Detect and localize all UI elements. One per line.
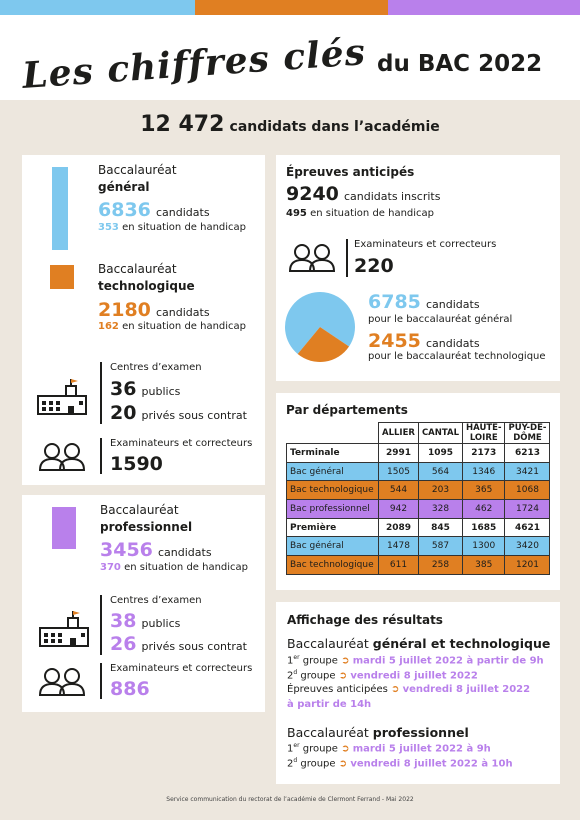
arrow-icon: ➲: [338, 670, 348, 682]
table-row: [287, 481, 550, 500]
dep-col-header: HAUTE- LOIRE: [463, 423, 505, 444]
anticipes-handicap-label: en situation de handicap: [310, 208, 435, 219]
general-title2: général: [98, 180, 150, 194]
dep-cell: 564: [418, 462, 462, 481]
techno-handicap-label: en situation de handicap: [122, 321, 247, 332]
pro-count-label: candidats: [157, 546, 212, 559]
dep-cell: 1201: [505, 556, 550, 575]
resultats-title: Affichage des résultats: [287, 613, 443, 627]
pro-centres-publics: 38: [110, 610, 137, 632]
dep-cell: 1478: [379, 537, 419, 556]
dep-col-header: PUY-DE- DÔME: [505, 423, 550, 444]
dep-row-label: Bac général: [287, 462, 379, 481]
anticipes-count-label: candidats inscrits: [343, 190, 441, 203]
pro-title2: professionnel: [100, 520, 193, 534]
table-row: [287, 556, 550, 575]
pro-centres-prives: 26: [110, 633, 137, 655]
arrow-icon: ➲: [341, 743, 350, 755]
pro-title1: Baccalauréat: [100, 503, 179, 517]
bar-general: [52, 167, 68, 250]
card-departements: [276, 393, 560, 590]
dep-cell: 6213: [505, 444, 550, 463]
anticipes-tech-label2: pour le baccalauréat technologique: [368, 351, 546, 362]
dep-cell: 3421: [505, 462, 550, 481]
dep-cell: 1068: [505, 481, 550, 500]
anticipes-tech-count: 2455: [368, 330, 421, 352]
school-icon: [38, 610, 90, 648]
dep-cell: 365: [463, 481, 505, 500]
anticipes-gen-count: 6785: [368, 291, 421, 313]
divider-exam: [100, 663, 102, 699]
resultats-pro-g1: 1er groupe ➲ mardi 5 juillet 2022 à 9h: [287, 742, 491, 755]
pro-handicap-label: en situation de handicap: [124, 562, 249, 573]
title-script: Les chiffres clés: [20, 31, 368, 97]
dep-cell: 3420: [505, 537, 550, 556]
title-bac: du BAC 2022: [377, 51, 543, 77]
table-row: [287, 537, 550, 556]
gt-exam-count: 1590: [110, 453, 163, 475]
table-row: [287, 444, 550, 463]
dep-cell: 328: [418, 500, 462, 519]
card-anticipes: [276, 155, 560, 381]
arrow-icon: ➲: [338, 758, 348, 770]
top-bar-blue: [0, 0, 195, 15]
dep-row-label: Bac technologique: [287, 481, 379, 500]
general-count: 6836: [98, 199, 151, 221]
techno-title1: Baccalauréat: [98, 262, 177, 276]
dep-cell: 1505: [379, 462, 419, 481]
resultats-gt-g2: 2$^d$ groupe ➲ vendredi 8 juillet 2022: [287, 669, 478, 682]
resultats-gt-g1: 1er groupe ➲ mardi 5 juillet 2022 à partir de 9h: [287, 654, 544, 667]
dep-cell: 544: [379, 481, 419, 500]
pie-chart: [284, 291, 356, 363]
anticipes-exam-title: Examinateurs et correcteurs: [354, 239, 497, 250]
techno-count: 2180: [98, 299, 151, 321]
dep-cell: 942: [379, 500, 419, 519]
departements-table: [286, 422, 550, 575]
dep-cell: 1095: [418, 444, 462, 463]
school-icon: [36, 378, 88, 416]
dep-cell: 258: [418, 556, 462, 575]
bar-pro: [52, 507, 76, 549]
resultats-gt-title2: général et technologique: [372, 636, 551, 651]
people-icon: [38, 442, 86, 472]
departements-title: Par départements: [286, 403, 408, 417]
pro-exam-count: 886: [110, 678, 150, 700]
card-resultats: [276, 602, 560, 784]
techno-handicap: 162: [98, 321, 119, 332]
dep-cell: 2089: [379, 518, 419, 537]
dep-col-header: CANTAL: [418, 423, 462, 444]
people-icon: [288, 243, 336, 273]
anticipes-count: 9240: [286, 183, 339, 205]
dep-cell: 845: [418, 518, 462, 537]
dep-row-label: Bac technologique: [287, 556, 379, 575]
resultats-gt-anticipes: Épreuves anticipées ➲ vendredi 8 juillet 2022: [287, 684, 531, 695]
dep-cell: 1724: [505, 500, 550, 519]
techno-count-label: candidats: [155, 306, 210, 319]
general-count-label: candidats: [155, 206, 210, 219]
anticipes-title: Épreuves anticipés: [286, 165, 415, 179]
table-row: [287, 500, 550, 519]
pro-centres-prives-label: privés sous contrat: [141, 640, 247, 653]
table-row: [287, 462, 550, 481]
anticipes-tech-label1: candidats: [425, 337, 480, 350]
general-handicap: 353: [98, 222, 119, 233]
resultats-gt-anticipes-time: à partir de 14h: [287, 699, 372, 710]
dep-cell: 2173: [463, 444, 505, 463]
resultats-pro-title2: professionnel: [372, 725, 469, 740]
divider-centres: [100, 362, 102, 424]
pro-handicap: 370: [100, 562, 121, 573]
square-techno: [50, 265, 74, 289]
gt-centres-publics-label: publics: [141, 385, 181, 398]
dep-row-label: Terminale: [287, 444, 379, 463]
resultats-pro-g2: 2$^d$ groupe ➲ vendredi 8 juillet 2022 à 10h: [287, 757, 513, 770]
divider-exam: [100, 438, 102, 474]
arrow-icon: ➲: [391, 684, 400, 695]
top-color-bar: [0, 0, 580, 15]
header: [0, 15, 580, 100]
gt-exam-title: Examinateurs et correcteurs: [110, 438, 253, 449]
gt-centres-prives: 20: [110, 402, 137, 424]
dep-cell: 611: [379, 556, 419, 575]
pro-count: 3456: [100, 539, 153, 561]
dep-cell: 1300: [463, 537, 505, 556]
dep-cell: 587: [418, 537, 462, 556]
dep-col-header: ALLIER: [379, 423, 419, 444]
divider-exam: [346, 239, 348, 277]
table-row: [287, 518, 550, 537]
pro-centres-title: Centres d’examen: [110, 595, 202, 606]
dep-row-label: Bac professionnel: [287, 500, 379, 519]
card-gen-tech: [22, 155, 265, 485]
pro-exam-title: Examinateurs et correcteurs: [110, 663, 253, 674]
gt-centres-prives-label: privés sous contrat: [141, 409, 247, 422]
anticipes-gen-label2: pour le baccalauréat général: [368, 314, 513, 325]
resultats-pro-title1: Baccalauréat: [287, 725, 369, 740]
dep-cell: 462: [463, 500, 505, 519]
people-icon: [38, 667, 86, 697]
divider-centres: [100, 595, 102, 655]
general-handicap-label: en situation de handicap: [122, 222, 247, 233]
dep-cell: 203: [418, 481, 462, 500]
gt-centres-publics: 36: [110, 378, 137, 400]
resultats-gt-title1: Baccalauréat: [287, 636, 369, 651]
dep-cell: 385: [463, 556, 505, 575]
dep-row-label: Bac général: [287, 537, 379, 556]
arrow-icon: ➲: [341, 655, 350, 667]
footer: Service communication du rectorat de l’académie de Clermont Ferrand - Mai 2022: [166, 796, 414, 803]
top-bar-orange: [195, 0, 388, 15]
anticipes-exam-count: 220: [354, 255, 394, 277]
dep-cell: 2991: [379, 444, 419, 463]
dep-cell: 4621: [505, 518, 550, 537]
anticipes-gen-label1: candidats: [425, 298, 480, 311]
dep-cell: 1346: [463, 462, 505, 481]
gt-centres-title: Centres d’examen: [110, 362, 202, 373]
general-title1: Baccalauréat: [98, 163, 177, 177]
dep-row-label: Première: [287, 518, 379, 537]
pro-centres-publics-label: publics: [141, 617, 181, 630]
techno-title2: technologique: [98, 279, 195, 293]
dep-cell: 1685: [463, 518, 505, 537]
card-pro: [22, 495, 265, 712]
top-bar-purple: [388, 0, 580, 15]
anticipes-handicap: 495: [286, 208, 307, 219]
headline-text: candidats dans l’académie: [229, 119, 440, 135]
headline-number: 12 472: [140, 112, 225, 137]
headline: [0, 112, 580, 137]
